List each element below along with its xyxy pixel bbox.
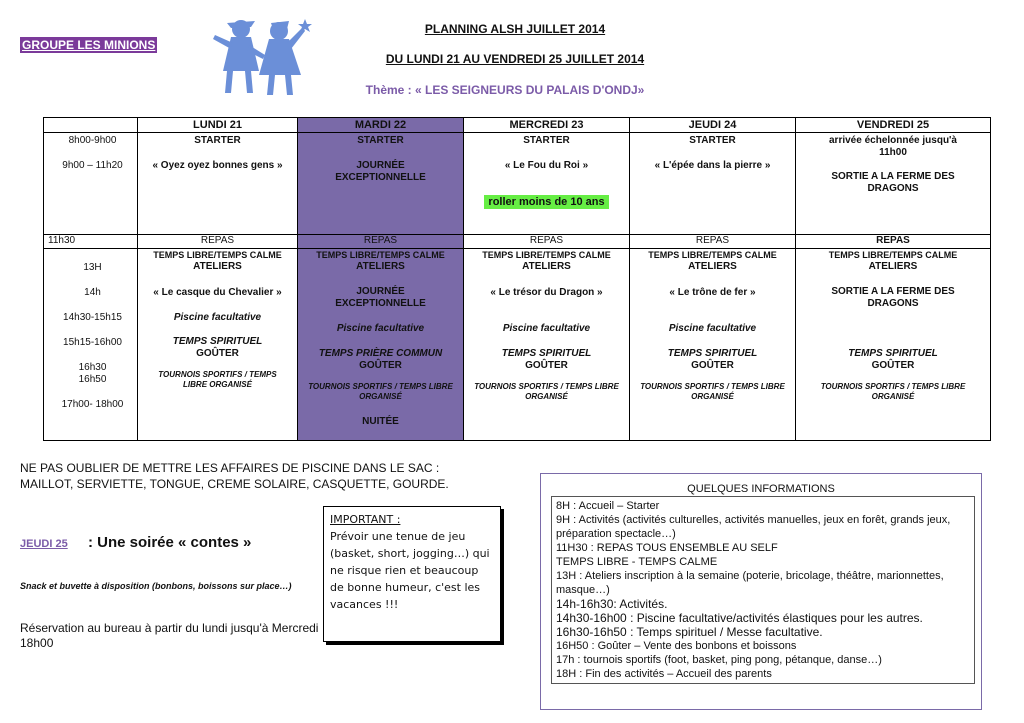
temps-libre-label: TEMPS LIBRE/TEMPS CALME bbox=[828, 250, 958, 260]
gouter-label: GOÛTER bbox=[359, 360, 402, 371]
morning-row bbox=[44, 133, 991, 235]
lunch-cell: REPAS bbox=[138, 235, 298, 249]
thursday-afternoon bbox=[630, 249, 796, 441]
info-title: QUELQUES INFORMATIONS bbox=[687, 483, 835, 495]
priere-label: TEMPS PRIÈRE COMMUN bbox=[318, 348, 443, 359]
time-slot: 14h30-15h15 bbox=[63, 312, 122, 323]
monday-morning bbox=[138, 133, 298, 235]
tournois-label: TOURNOIS SPORTIFS / TEMPS LIBRE ORGANISÉ bbox=[158, 370, 277, 389]
tuesday-morning bbox=[298, 133, 464, 235]
page-title: PLANNING ALSH JUILLET 2014 bbox=[424, 22, 606, 36]
notice-line: NE PAS OUBLIER DE METTRE LES AFFAIRES DE PISCINE DANS LE SAC : bbox=[20, 461, 440, 475]
evening-day-label: JEUDI 25 bbox=[20, 538, 68, 550]
date-range: DU LUNDI 21 AU VENDREDI 25 JUILLET 2014 bbox=[385, 52, 645, 66]
time-slot: 13H bbox=[83, 262, 102, 273]
lunch-row bbox=[44, 235, 991, 249]
schedule-table bbox=[43, 117, 991, 441]
lunch-cell: REPAS bbox=[630, 235, 796, 249]
ateliers-label: ATELIERS bbox=[688, 261, 737, 272]
children-silhouette-logo bbox=[205, 15, 315, 100]
time-slot: 15h15-16h00 bbox=[63, 337, 122, 348]
lunch-cell: REPAS bbox=[464, 235, 630, 249]
time-slot: 14h bbox=[84, 287, 101, 298]
sortie-line: DRAGONS bbox=[867, 183, 919, 194]
day-header: LUNDI 21 bbox=[138, 118, 298, 133]
temps-libre-label: TEMPS LIBRE/TEMPS CALME bbox=[648, 250, 777, 260]
gouter-label: GOÛTER bbox=[871, 360, 915, 371]
temps-libre-label: TEMPS LIBRE/TEMPS CALME bbox=[316, 250, 445, 260]
info-line: 16h30-16h50 : Temps spirituel / Messe facultative. bbox=[556, 625, 823, 639]
group-label: GROUPE LES MINIONS bbox=[22, 38, 156, 52]
gouter-label: GOÛTER bbox=[691, 360, 734, 371]
starter-label: STARTER bbox=[357, 135, 404, 146]
spirituel-label: TEMPS SPIRITUEL bbox=[848, 348, 938, 359]
day-header: VENDREDI 25 bbox=[796, 118, 991, 133]
piscine-label: Piscine facultative bbox=[502, 323, 591, 334]
day-header: JEUDI 24 bbox=[630, 118, 796, 133]
spirituel-label: TEMPS SPIRITUEL bbox=[501, 348, 592, 359]
journee-line: JOURNÉE bbox=[356, 160, 405, 171]
info-line: 8H : Accueil – Starter bbox=[556, 500, 660, 512]
ateliers-label: ATELIERS bbox=[193, 261, 242, 272]
activity-title: « Le trône de fer » bbox=[669, 287, 756, 298]
afternoon-times bbox=[44, 249, 138, 441]
important-text: Prévoir une tenue de jeu (basket, short, jogging…) qui ne risque rien et beaucoup de bonne humeur, c'est les vacances !!! bbox=[330, 530, 490, 611]
lunch-cell: REPAS bbox=[298, 235, 464, 249]
temps-libre-label: TEMPS LIBRE/TEMPS CALME bbox=[482, 250, 611, 260]
starter-label: STARTER bbox=[194, 135, 241, 146]
important-heading: IMPORTANT : bbox=[330, 513, 401, 526]
sortie-line: DRAGONS bbox=[867, 298, 919, 309]
nuitee-label: NUITÉE bbox=[362, 416, 399, 427]
info-line: 9H : Activités (activités culturelles, activités manuelles, jeux en forêt, grands jeux, préparation spectacle…) bbox=[556, 514, 951, 540]
temps-libre-label: TEMPS LIBRE/TEMPS CALME bbox=[153, 250, 282, 260]
time-slot: 17h00- 18h00 bbox=[61, 399, 124, 410]
info-line: 16H50 : Goûter – Vente des bonbons et boissons bbox=[556, 640, 797, 652]
activity-title: « Oyez oyez bonnes gens » bbox=[152, 160, 283, 171]
friday-morning bbox=[796, 133, 991, 235]
sortie-line: SORTIE A LA FERME DES bbox=[831, 286, 955, 297]
info-line: TEMPS LIBRE - TEMPS CALME bbox=[556, 556, 718, 568]
schedule-header-row bbox=[44, 118, 991, 133]
activity-title: « L'épée dans la pierre » bbox=[654, 160, 771, 171]
info-line: 17h : tournois sportifs (foot, basket, ping pong, pétanque, danse…) bbox=[556, 654, 882, 666]
journee-line: EXCEPTIONNELLE bbox=[335, 298, 426, 309]
info-line: 14h30-16h00 : Piscine facultative/activités élastiques pour les autres. bbox=[556, 611, 923, 625]
spirituel-label: TEMPS SPIRITUEL bbox=[172, 336, 263, 347]
arrival-line: arrivée échelonnée jusqu'à bbox=[829, 135, 957, 146]
tuesday-afternoon bbox=[298, 249, 464, 441]
starter-label: STARTER bbox=[523, 135, 570, 146]
tournois-label: TOURNOIS SPORTIFS / TEMPS LIBRE ORGANISÉ bbox=[474, 382, 619, 401]
lunch-time: 11h30 bbox=[44, 235, 138, 249]
evening-title: : Une soirée « contes » bbox=[88, 534, 252, 551]
tournois-label: TOURNOIS SPORTIFS / TEMPS LIBRE ORGANISÉ bbox=[820, 382, 966, 401]
wednesday-afternoon bbox=[464, 249, 630, 441]
important-box bbox=[323, 506, 501, 642]
info-line: 14h-16h30: Activités. bbox=[556, 597, 668, 611]
gouter-label: GOÛTER bbox=[196, 348, 239, 359]
info-line: 11H30 : REPAS TOUS ENSEMBLE AU SELF bbox=[556, 542, 778, 554]
notice-text bbox=[20, 460, 520, 492]
gouter-label: GOÛTER bbox=[525, 360, 568, 371]
friday-afternoon bbox=[796, 249, 991, 441]
theme-line: Thème : « LES SEIGNEURS DU PALAIS D'ONDJ» bbox=[365, 83, 645, 97]
afternoon-row bbox=[44, 249, 991, 441]
reservation-text: Réservation au bureau à partir du lundi jusqu'à Mercredi 18h00 bbox=[20, 621, 319, 650]
activity-title: « Le Fou du Roi » bbox=[504, 160, 589, 171]
spirituel-label: TEMPS SPIRITUEL bbox=[667, 348, 758, 359]
info-box bbox=[540, 473, 982, 710]
day-header: MARDI 22 bbox=[298, 118, 464, 133]
time-slot: 16h50 bbox=[78, 374, 107, 385]
tournois-label: TOURNOIS SPORTIFS / TEMPS LIBRE ORGANISÉ bbox=[308, 382, 453, 401]
wednesday-morning bbox=[464, 133, 630, 235]
ateliers-label: ATELIERS bbox=[356, 261, 405, 272]
journee-line: EXCEPTIONNELLE bbox=[335, 172, 426, 183]
activity-title: « Le trésor du Dragon » bbox=[490, 287, 603, 298]
lunch-cell: REPAS bbox=[796, 235, 991, 249]
ateliers-label: ATELIERS bbox=[522, 261, 571, 272]
monday-afternoon bbox=[138, 249, 298, 441]
sortie-line: SORTIE A LA FERME DES bbox=[831, 171, 955, 182]
time-slot: 8h00-9h00 bbox=[68, 135, 117, 146]
info-line: 18H : Fin des activités – Accueil des parents bbox=[556, 668, 772, 680]
info-line: 13H : Ateliers inscription à la semaine (poterie, bricolage, théâtre, marionnettes, masque…) bbox=[556, 570, 944, 596]
snack-text: Snack et buvette à disposition (bonbons, boissons sur place…) bbox=[20, 581, 292, 591]
starter-label: STARTER bbox=[689, 135, 736, 146]
activity-title: « Le casque du Chevalier » bbox=[153, 287, 282, 298]
notice-line: MAILLOT, SERVIETTE, TONGUE, CREME SOLAIRE, CASQUETTE, GOURDE. bbox=[20, 477, 449, 491]
ateliers-label: ATELIERS bbox=[868, 261, 918, 272]
day-header: MERCREDI 23 bbox=[464, 118, 630, 133]
journee-line: JOURNÉE bbox=[356, 286, 405, 297]
time-slot: 9h00 – 11h20 bbox=[62, 160, 123, 171]
time-slot: 16h30 bbox=[78, 362, 107, 373]
piscine-label: Piscine facultative bbox=[173, 312, 262, 323]
roller-highlight: roller moins de 10 ans bbox=[484, 195, 608, 209]
morning-times bbox=[44, 133, 138, 235]
info-list bbox=[551, 496, 975, 684]
time-header bbox=[44, 118, 138, 133]
piscine-label: Piscine facultative bbox=[336, 323, 425, 334]
arrival-line: 11h00 bbox=[879, 147, 907, 158]
tournois-label: TOURNOIS SPORTIFS / TEMPS LIBRE ORGANISÉ bbox=[640, 382, 785, 401]
thursday-morning bbox=[630, 133, 796, 235]
piscine-label: Piscine facultative bbox=[668, 323, 757, 334]
